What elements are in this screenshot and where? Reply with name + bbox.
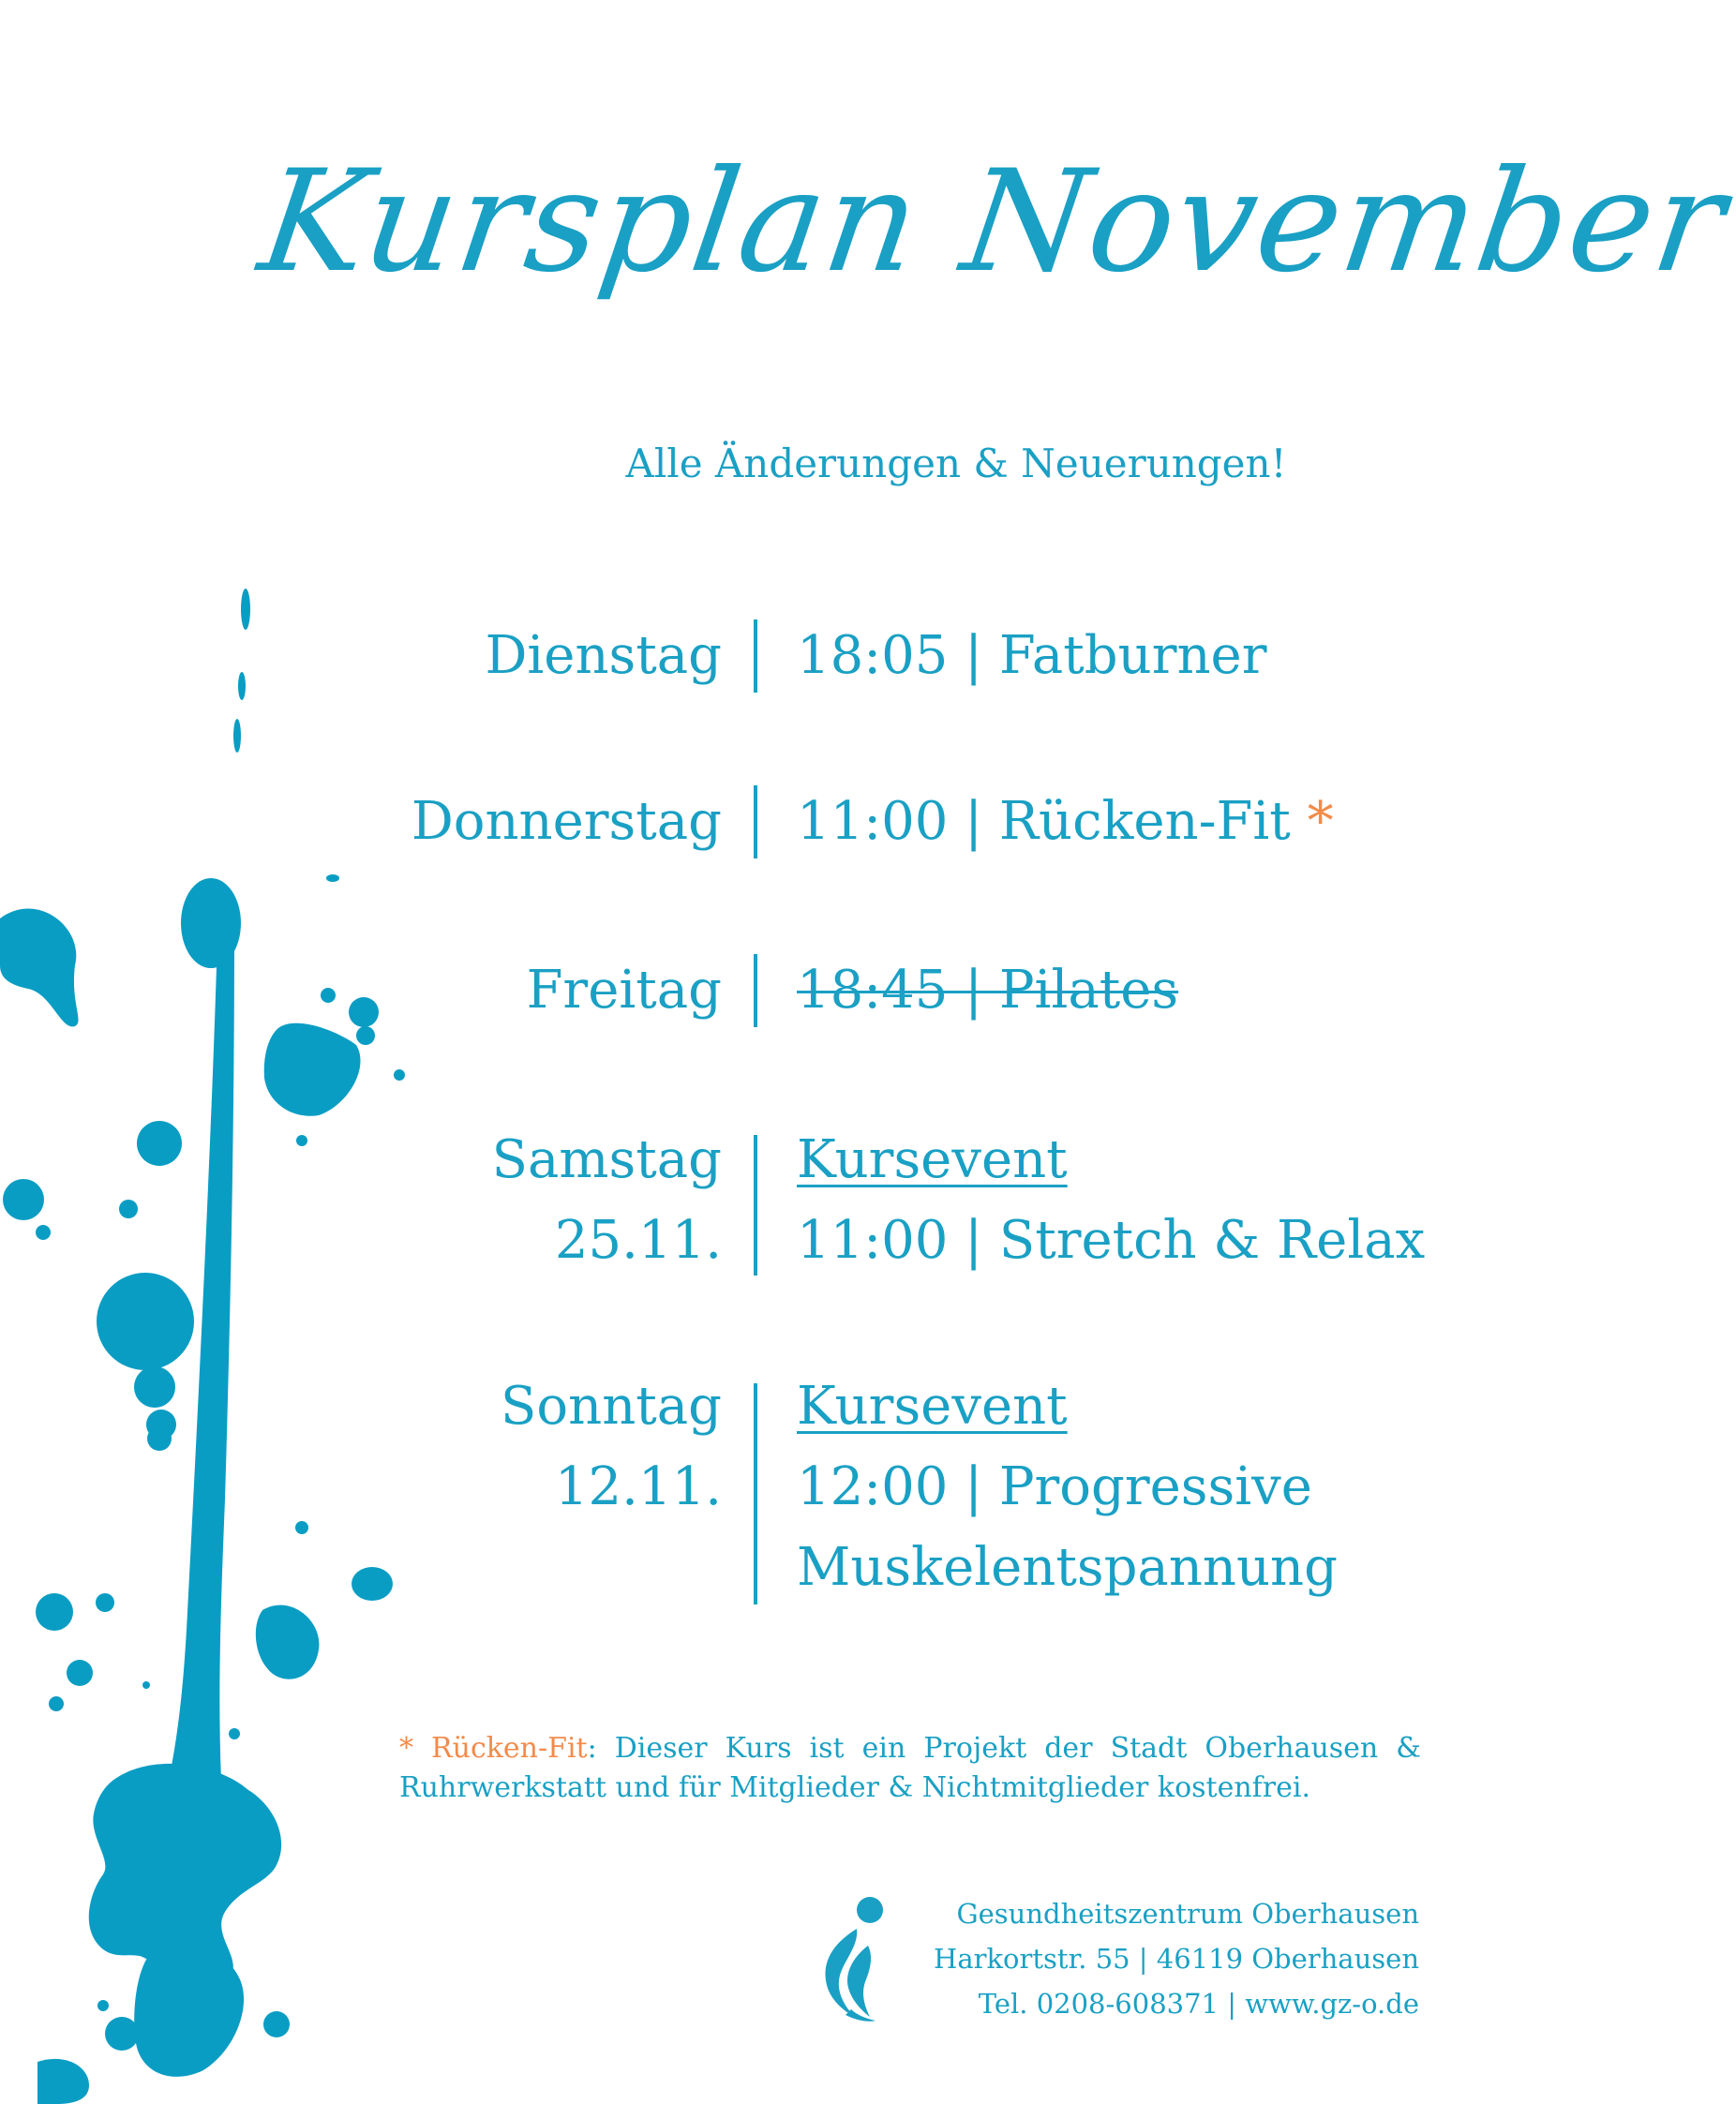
event-heading: Kursevent (797, 1129, 1068, 1190)
course-entry (797, 1447, 1312, 1528)
footnote (399, 1729, 1421, 1808)
course-entry-continued (797, 1528, 1338, 1608)
divider-bar (754, 1135, 757, 1276)
course-line: 12:00 | Progressive (797, 1456, 1312, 1517)
day-label: Donnerstag (411, 791, 722, 852)
day-label: Freitag (526, 960, 722, 1021)
day-label: Dienstag (485, 625, 722, 686)
course-entry (797, 1201, 1425, 1281)
date-label: 25.11. (554, 1210, 722, 1271)
flame-swirl-logo-icon (814, 1895, 889, 2026)
event-heading: Kursevent (797, 1376, 1068, 1437)
course-line: Muskelentspannung (797, 1537, 1338, 1598)
course-line: 18:45 | Pilates (797, 960, 1179, 1021)
course-entry-cancelled (797, 950, 1178, 1031)
course-line: 18:05 | Fatburner (797, 625, 1267, 686)
course-entry (797, 616, 1266, 696)
event-label (797, 1120, 1068, 1201)
day-label: Samstag (491, 1129, 722, 1190)
contact-line: Tel. 0208-608371 | www.gz-o.de (978, 1988, 1419, 2020)
date-label: 12.11. (554, 1456, 722, 1517)
page-subtitle: Alle Änderungen & Neuerungen! (625, 440, 1287, 486)
footnote-text: : Dieser Kurs ist ein Projekt der Stadt Oberhausen & Ruhrwerkstatt und für Mitglieder & Nichtmitglieder kostenfrei. (399, 1732, 1421, 1804)
course-entry (797, 782, 1334, 862)
day-label: Sonntag (501, 1376, 722, 1437)
course-line: 11:00 | Rücken-Fit (797, 791, 1291, 852)
footnote-marker: * Rücken-Fit (399, 1732, 588, 1765)
page-title: Kursplan November (250, 141, 1736, 304)
divider-bar (754, 1383, 757, 1604)
footnote-marker: * (1307, 791, 1334, 852)
address-line: Harkortstr. 55 | 46119 Oberhausen (934, 1943, 1419, 1975)
organization-name: Gesundheitszentrum Oberhausen (956, 1898, 1419, 1930)
course-line: 11:00 | Stretch & Relax (797, 1210, 1426, 1271)
divider-bar (754, 785, 757, 858)
event-label (797, 1366, 1068, 1447)
divider-bar (754, 954, 757, 1027)
contact-footer (934, 1891, 1419, 2026)
divider-bar (754, 619, 757, 693)
